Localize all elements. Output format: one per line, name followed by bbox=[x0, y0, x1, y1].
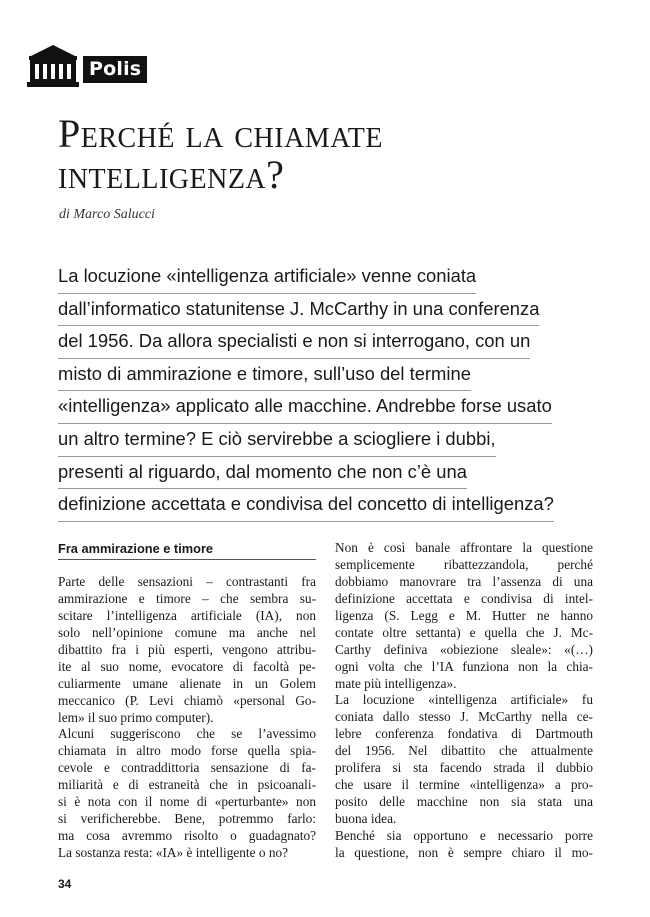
building-columns-icon bbox=[27, 43, 79, 87]
body-text-line: dobbiamo manovrare tra l’assenza di una bbox=[335, 573, 593, 589]
body-text-line: Parte delle sensazioni – contrastanti fra bbox=[58, 574, 316, 589]
body-text-line: Benché sia opportuno e necessario porre bbox=[335, 827, 593, 843]
body-text-line: Alcuni suggeriscono che se l’avessimo bbox=[58, 726, 316, 742]
body-text-line: scitare l’intelligenza artificiale (IA), non bbox=[58, 607, 316, 623]
body-text-line: coniata dallo stesso J. McCarthy nella ce- bbox=[335, 709, 593, 725]
title-line: intelligenza? bbox=[58, 152, 285, 197]
lead-line: definizione accettata e condivisa del concetto di intelligenza? bbox=[58, 489, 554, 522]
body-text-line: solo nell’opinione comune ma anche nel bbox=[58, 624, 316, 640]
body-text-line: contate oltre settanta) e quella che J. Mc- bbox=[335, 624, 593, 640]
body-text-line: ammirazione e timore – che sembra su- bbox=[58, 590, 316, 606]
body-text-line: chiamata in altro modo forse quella spia- bbox=[58, 743, 316, 759]
body-text-line: la questione, non è sempre chiaro il mo- bbox=[335, 844, 593, 860]
body-text-line: definizione accettata e condivisa di intel- bbox=[335, 590, 593, 606]
lead-paragraph bbox=[58, 261, 578, 522]
body-text-line: miliarità e di estraneità che in psicoanali- bbox=[58, 777, 316, 793]
body-text-line: semplicemente ribattezzandola, perché bbox=[335, 556, 593, 572]
body-text-line: posito delle macchine non sia stata una bbox=[335, 794, 593, 810]
body-text-line: lem» il suo primo computer). bbox=[58, 709, 214, 725]
body-text-line: Non è così banale affrontare la questione bbox=[335, 540, 593, 555]
body-text-line: ite al suo nome, evocatore di facoltà pe- bbox=[58, 658, 316, 674]
body-text-line: ligenza (S. Legg e M. Hutter ne hanno bbox=[335, 607, 593, 623]
lead-line: un altro termine? E ciò servirebbe a sciogliere i dubbi, bbox=[58, 424, 496, 457]
right-column bbox=[335, 540, 593, 862]
body-text-line: ma cosa avremmo risolto o guadagnato? bbox=[58, 828, 316, 844]
body-text-line: meccanico (P. Levi chiamò «personal Go- bbox=[58, 692, 316, 708]
lead-line: La locuzione «intelligenza artificiale» venne coniata bbox=[58, 261, 476, 294]
body-text-line: cevole e contraddittoria sensazione di fa- bbox=[58, 760, 316, 776]
body-text-line: del 1956. Nel dibattito che attualmente bbox=[335, 743, 593, 759]
section-label: Polis bbox=[83, 56, 147, 83]
body-text-line: mate più intelligenza». bbox=[335, 675, 457, 691]
body-text-line: ogni volta che l’IA funziona non la chia- bbox=[335, 658, 593, 674]
body-text-line: buona idea. bbox=[335, 811, 397, 826]
body-text-line: culiarmente umane alienate in un Golem bbox=[58, 675, 316, 691]
lead-line: dall’informatico statunitense J. McCarthy in una conferenza bbox=[58, 294, 539, 327]
left-column bbox=[58, 540, 316, 862]
body-text-line: La locuzione «intelligenza artificiale» fu bbox=[335, 692, 593, 708]
body-text-line: si verificherebbe. Bene, potremmo farlo: bbox=[58, 811, 316, 827]
body-text-line: si è nota con il nome di «perturbante» non bbox=[58, 794, 316, 810]
lead-line: misto di ammirazione e timore, sull’uso del termine bbox=[58, 359, 471, 392]
body-text-line: dibattito fra i più esperti, vengono attribu- bbox=[58, 641, 316, 657]
page-number: 34 bbox=[58, 877, 72, 891]
lead-line: «intelligenza» applicato alle macchine. Andrebbe forse usato bbox=[58, 391, 552, 424]
lead-line: presenti al riguardo, dal momento che non c’è una bbox=[58, 457, 467, 490]
body-text-line: prolifera si sta facendo strada il dubbio bbox=[335, 760, 593, 776]
body-text-line: Carthy definiva «obiezione sleale»: «(…) bbox=[335, 641, 593, 657]
body-text-line: La sostanza resta: «IA» è intelligente o no? bbox=[58, 845, 289, 860]
lead-line: del 1956. Da allora specialisti e non si interrogano, con un bbox=[58, 326, 530, 359]
body-text-line: che usare il termine «intelligenza» a pro- bbox=[335, 777, 593, 793]
section-subheading: Fra ammirazione e timore bbox=[58, 540, 316, 560]
author-byline: di Marco Salucci bbox=[59, 207, 155, 222]
section-header bbox=[27, 43, 147, 87]
article-title bbox=[58, 113, 578, 195]
title-line: Perché la chiamate bbox=[58, 111, 384, 156]
body-text-line: lebre conferenza fondativa di Dartmouth bbox=[335, 726, 593, 742]
